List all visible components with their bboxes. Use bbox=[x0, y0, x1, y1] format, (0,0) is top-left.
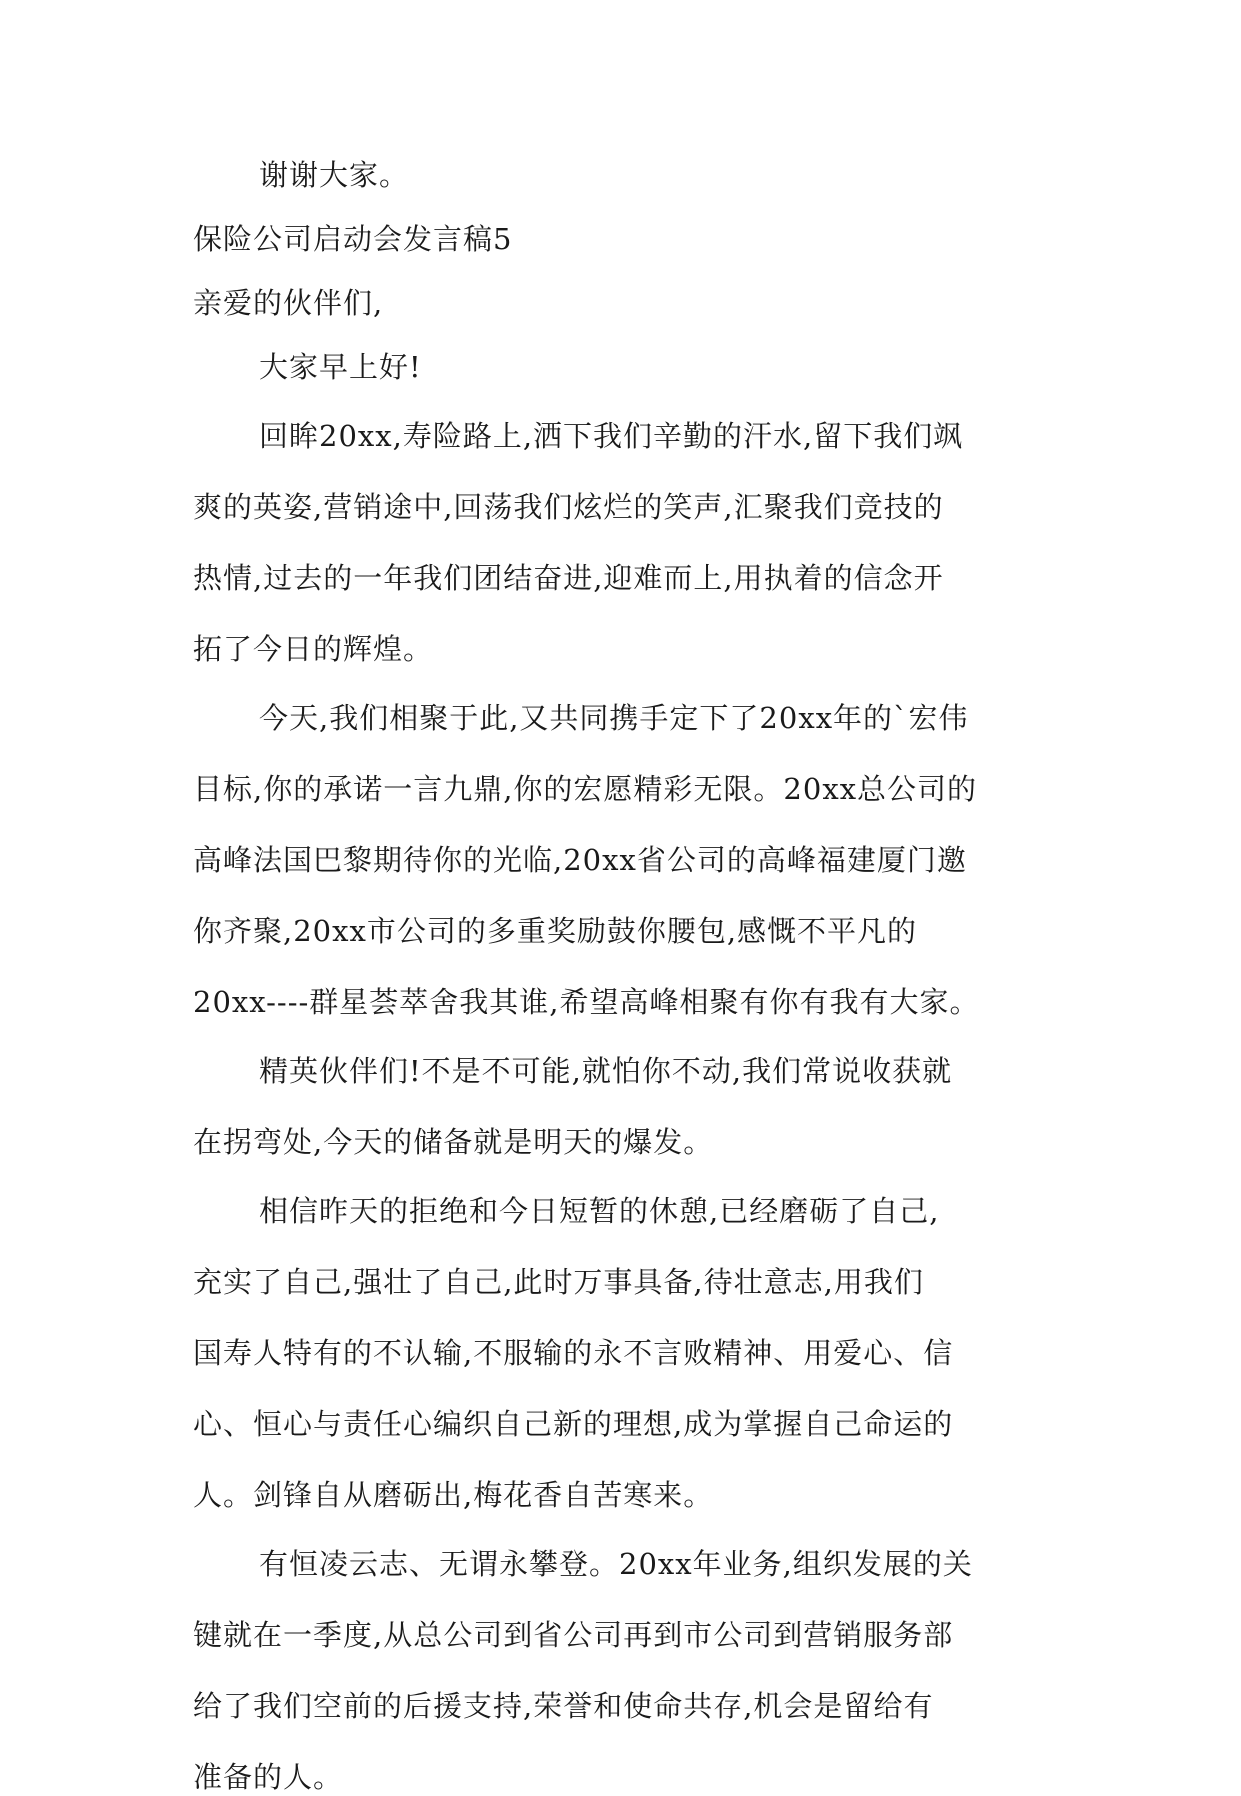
paragraph-2 bbox=[193, 699, 1051, 1021]
section-title: 保险公司启动会发言稿5 bbox=[193, 222, 513, 256]
paragraph-line: 准备的人。 bbox=[193, 1760, 344, 1794]
paragraph-5 bbox=[193, 1545, 1051, 1796]
salutation: 亲爱的伙伴们, bbox=[193, 286, 384, 320]
paragraph-line: 人。剑锋自从磨砺出,梅花香自苦寒来。 bbox=[193, 1478, 714, 1512]
paragraph-line: 20xx----群星荟萃舍我其谁,希望高峰相聚有你有我有大家。 bbox=[193, 985, 980, 1019]
greeting: 大家早上好! bbox=[259, 350, 422, 384]
paragraph-line: 心、恒心与责任心编织自己新的理想,成为掌握自己命运的 bbox=[193, 1407, 954, 1441]
paragraph-1 bbox=[193, 417, 1051, 668]
paragraph-line: 拓了今日的辉煌。 bbox=[193, 632, 434, 666]
paragraph-line: 高峰法国巴黎期待你的光临,20xx省公司的高峰福建厦门邀 bbox=[193, 843, 967, 877]
paragraph-line: 精英伙伴们!不是不可能,就怕你不动,我们常说收获就 bbox=[259, 1054, 953, 1088]
closing-line: 谢谢大家。 bbox=[259, 158, 410, 192]
paragraph-line: 相信昨天的拒绝和今日短暂的休憩,已经磨砺了自己, bbox=[259, 1194, 940, 1228]
paragraph-line: 回眸20xx,寿险路上,洒下我们辛勤的汗水,留下我们飒 bbox=[259, 419, 964, 453]
paragraph-4 bbox=[193, 1192, 1051, 1514]
paragraph-line: 充实了自己,强壮了自己,此时万事具备,待壮意志,用我们 bbox=[193, 1265, 924, 1299]
paragraph-line: 键就在一季度,从总公司到省公司再到市公司到营销服务部 bbox=[193, 1618, 954, 1652]
paragraph-3 bbox=[193, 1052, 1051, 1161]
paragraph-line: 今天,我们相聚于此,又共同携手定下了20xx年的`宏伟 bbox=[259, 701, 969, 735]
paragraph-line: 有恒凌云志、无谓永攀登。20xx年业务,组织发展的关 bbox=[259, 1547, 973, 1581]
paragraph-line: 在拐弯处,今天的储备就是明天的爆发。 bbox=[193, 1125, 714, 1159]
paragraph-line: 给了我们空前的后援支持,荣誉和使命共存,机会是留给有 bbox=[193, 1689, 934, 1723]
paragraph-line: 目标,你的承诺一言九鼎,你的宏愿精彩无限。20xx总公司的 bbox=[193, 772, 978, 806]
paragraph-line: 你齐聚,20xx市公司的多重奖励鼓你腰包,感慨不平凡的 bbox=[193, 914, 918, 948]
paragraph-line: 热情,过去的一年我们团结奋进,迎难而上,用执着的信念开 bbox=[193, 561, 944, 595]
paragraph-line: 国寿人特有的不认输,不服输的永不言败精神、用爱心、信 bbox=[193, 1336, 954, 1370]
paragraph-line: 爽的英姿,营销途中,回荡我们炫烂的笑声,汇聚我们竞技的 bbox=[193, 490, 944, 524]
document-body bbox=[193, 156, 1051, 1796]
